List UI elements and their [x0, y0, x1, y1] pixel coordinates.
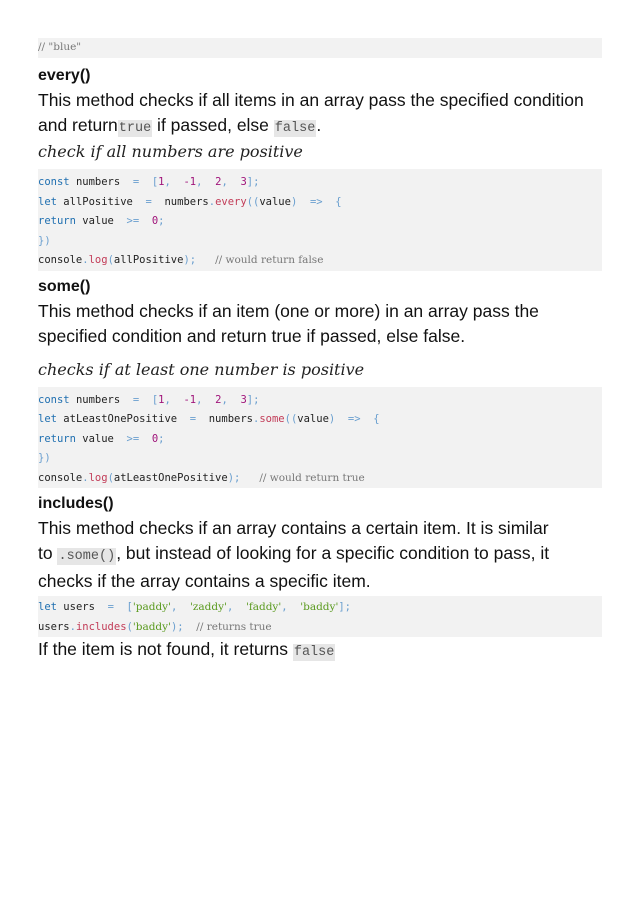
includes-footer: If the item is not found, it returns false: [38, 639, 335, 660]
every-code-block: [38, 169, 602, 271]
code-line: }): [38, 452, 51, 464]
code-line: return value >= 0;: [38, 432, 165, 445]
inline-code-false: false: [274, 121, 316, 136]
includes-description: This method checks if an array contains a certain item. It is similar to .some(), but instead of looking for a specific condition to pass, it checks if the array contains a specific item.: [38, 518, 550, 591]
includes-heading: includes(): [38, 495, 114, 512]
inline-code-some: .some(): [58, 549, 116, 564]
document-page: [38, 38, 602, 665]
code-line: const numbers = [1, -1, 2, 3];: [38, 393, 260, 406]
every-subtitle: check if all numbers are positive: [38, 142, 303, 161]
some-subtitle: checks if at least one number is positive: [38, 359, 365, 379]
code-line: return value >= 0;: [38, 215, 165, 227]
code-line: console.log(allPositive); // would return false: [38, 254, 324, 266]
code-comment: // "blue": [38, 41, 82, 53]
every-description: This method checks if all items in an array pass the specified condition and returntrue if passed, else false.: [38, 90, 584, 136]
top-code-block: [38, 38, 602, 58]
some-description: This method checks if an item (one or more) in an array pass the specified condition and return true if passed, else false.: [38, 300, 539, 346]
includes-code-block: [38, 596, 602, 637]
code-line: let users = ['paddy', 'zaddy', 'faddy', 'baddy'];: [38, 601, 352, 613]
some-code-block: [38, 387, 602, 489]
code-line: console.log(atLeastOnePositive); // would return true: [38, 471, 365, 484]
code-line: let atLeastOnePositive = numbers.some((value) => {: [38, 413, 380, 425]
code-line: }): [38, 234, 51, 247]
code-line: let allPositive = numbers.every((value) => {: [38, 195, 342, 208]
code-line: users.includes('baddy'); // returns true: [38, 620, 272, 633]
every-heading: every(): [38, 67, 91, 84]
inline-code-false: false: [293, 645, 335, 660]
code-line: const numbers = [1, -1, 2, 3];: [38, 176, 260, 188]
inline-code-true: true: [118, 121, 152, 136]
some-heading: some(): [38, 277, 91, 295]
